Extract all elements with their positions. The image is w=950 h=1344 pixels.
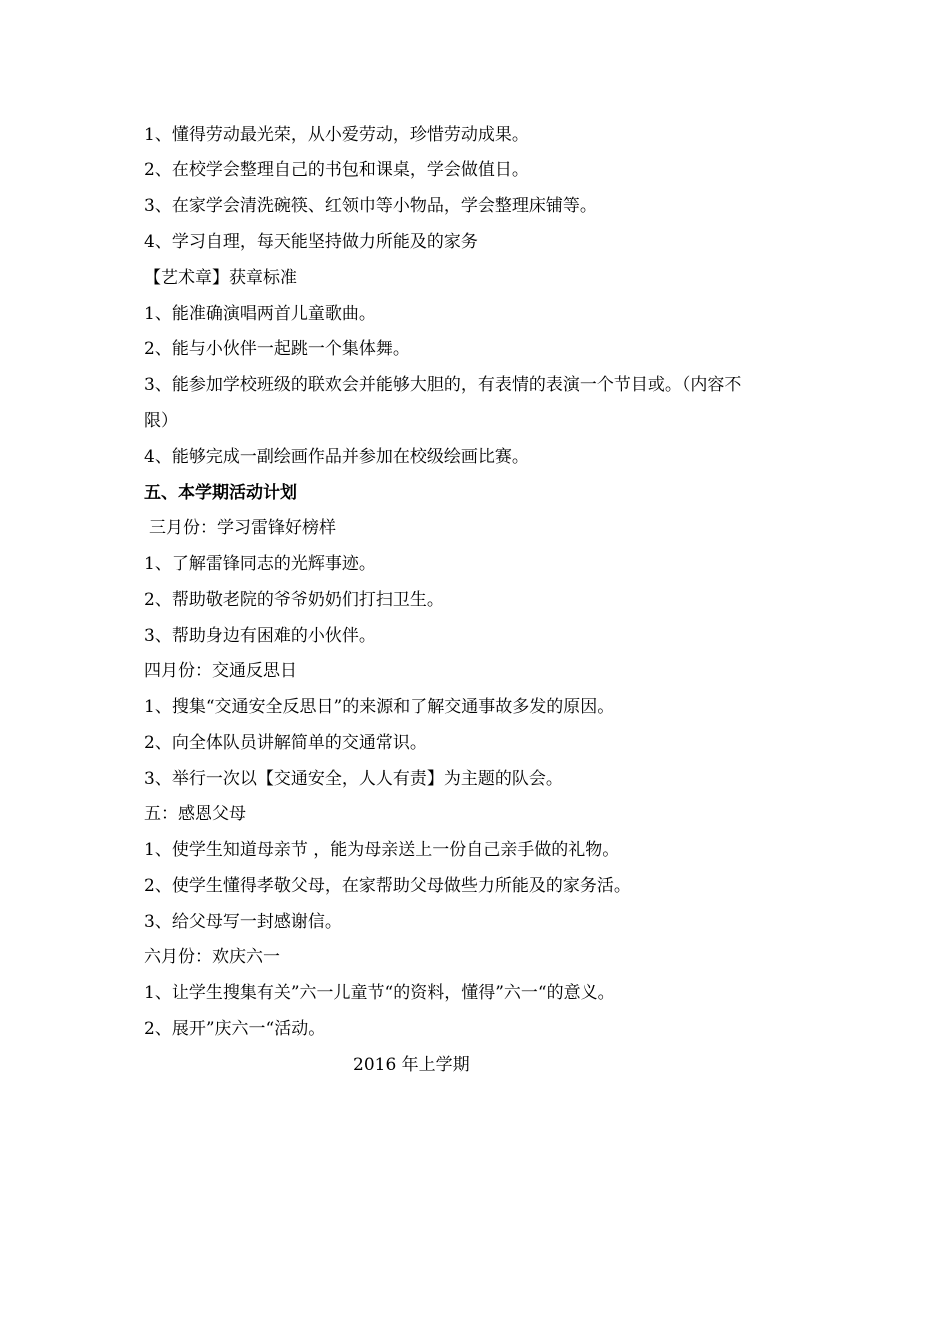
labor-item-3: 3、在家学会清洗碗筷、红领巾等小物品，学会整理床铺等。 bbox=[144, 196, 597, 216]
march-title: 三月份：学习雷锋好榜样 bbox=[149, 518, 336, 538]
art-item-2: 2、能与小伙伴一起跳一个集体舞。 bbox=[144, 339, 410, 359]
labor-item-1: 1、懂得劳动最光荣，从小爱劳动，珍惜劳动成果。 bbox=[144, 125, 529, 145]
section-heading: 五、本学期活动计划 bbox=[144, 483, 297, 503]
labor-item-4: 4、学习自理，每天能坚持做力所能及的家务 bbox=[144, 232, 478, 252]
april-item-2: 2、向全体队员讲解简单的交通常识。 bbox=[144, 733, 427, 753]
art-heading: 【艺术章】获章标准 bbox=[144, 268, 297, 288]
art-item-3: 3、能参加学校班级的联欢会并能够大胆的，有表情的表演一个节目或。（内容不 bbox=[144, 375, 742, 395]
may-item-2: 2、使学生懂得孝敬父母，在家帮助父母做些力所能及的家务活。 bbox=[144, 876, 631, 896]
june-title: 六月份：欢庆六一 bbox=[144, 947, 280, 967]
may-title: 五：感恩父母 bbox=[144, 804, 246, 824]
labor-item-2: 2、在校学会整理自己的书包和课桌，学会做值日。 bbox=[144, 160, 529, 180]
date-line: 2016 年上学期 bbox=[353, 1055, 470, 1075]
may-item-3: 3、给父母写一封感谢信。 bbox=[144, 912, 342, 932]
march-item-2: 2、帮助敬老院的爷爷奶奶们打扫卫生。 bbox=[144, 590, 444, 610]
june-item-2: 2、展开”庆六一“活动。 bbox=[144, 1019, 326, 1039]
june-item-1: 1、让学生搜集有关”六一儿童节“的资料，懂得”六一“的意义。 bbox=[144, 983, 615, 1003]
may-item-1: 1、使学生知道母亲节 ，能为母亲送上一份自己亲手做的礼物。 bbox=[144, 840, 620, 860]
art-item-1: 1、能准确演唱两首儿童歌曲。 bbox=[144, 304, 376, 324]
april-title: 四月份：交通反思日 bbox=[144, 661, 297, 681]
april-item-1: 1、搜集“交通安全反思日”的来源和了解交通事故多发的原因。 bbox=[144, 697, 615, 717]
march-item-1: 1、了解雷锋同志的光辉事迹。 bbox=[144, 554, 376, 574]
april-item-3: 3、举行一次以【交通安全，人人有责】为主题的队会。 bbox=[144, 769, 563, 789]
art-item-3-continued: 限） bbox=[144, 411, 178, 431]
art-item-4: 4、能够完成一副绘画作品并参加在校级绘画比赛。 bbox=[144, 447, 529, 467]
march-item-3: 3、帮助身边有困难的小伙伴。 bbox=[144, 626, 376, 646]
